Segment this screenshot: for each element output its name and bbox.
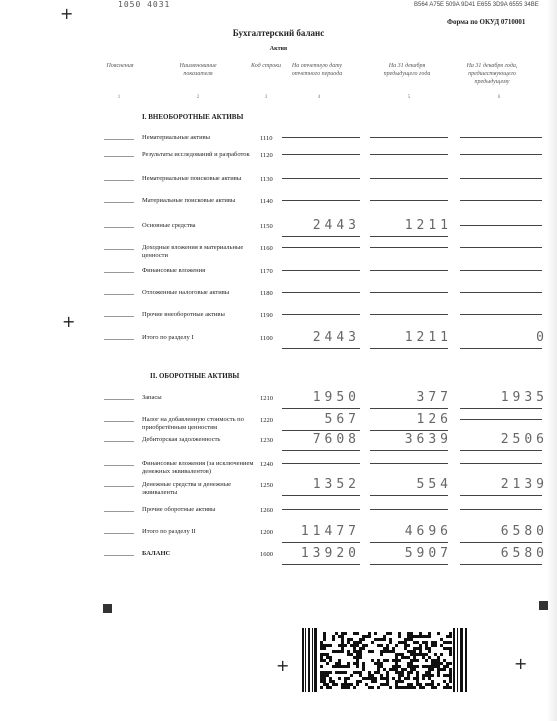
row-label: Итого по разделу I: [142, 334, 194, 341]
top-code: 1050 4031: [118, 0, 171, 9]
col-header-reporting: На отчетную дату отчетного периода: [291, 63, 343, 77]
explanation-line: [104, 339, 134, 340]
value-underline: [370, 270, 448, 271]
explanation-line: [104, 249, 134, 250]
row-code: 1220: [260, 417, 273, 424]
value-underline: [460, 408, 542, 409]
value-underline: [460, 225, 542, 226]
row-label: Финансовые вложения (за исключением денежных эквивалентов): [142, 460, 254, 475]
value-underline: [460, 154, 542, 155]
value-cell-col6: 1935: [500, 390, 548, 405]
row-label: Налог на добавленную стоимость по приобретённым ценностям: [142, 416, 244, 431]
col-header-prevprev: На 31 декабря года, предшествующего предыдущему: [466, 63, 518, 85]
value-cell-col4: 567: [324, 412, 360, 427]
explanation-line: [104, 533, 134, 534]
value-cell-col4: 7608: [312, 432, 360, 447]
value-underline: [282, 247, 360, 248]
value-underline: [370, 348, 448, 349]
scan-edge-shadow: [547, 0, 557, 721]
value-cell-col5: 5907: [404, 546, 452, 561]
row-code: 1140: [260, 198, 273, 205]
value-underline: [370, 495, 448, 496]
value-cell-col6: 2139: [500, 477, 548, 492]
col-number: 2: [196, 95, 200, 100]
value-underline: [282, 178, 360, 179]
value-underline: [460, 542, 542, 543]
col-number: 5: [407, 95, 411, 100]
okud-form-code: Форма по ОКУД 0710001: [447, 18, 526, 26]
explanation-line: [104, 441, 134, 442]
value-underline: [460, 509, 542, 510]
value-underline: [460, 450, 542, 451]
value-underline: [460, 292, 542, 293]
value-underline: [370, 154, 448, 155]
value-underline: [370, 247, 448, 248]
registration-cross-icon: +: [60, 4, 74, 23]
value-cell-col4: 2443: [312, 330, 360, 345]
value-cell-col4: 1950: [312, 390, 360, 405]
value-underline: [370, 200, 448, 201]
col-number: 6: [497, 95, 501, 100]
value-cell-col6: 0: [536, 330, 548, 345]
row-code: 1100: [260, 335, 273, 342]
value-cell-col6: 6580: [500, 546, 548, 561]
value-underline: [370, 509, 448, 510]
value-underline: [282, 154, 360, 155]
row-label: Основные средства: [142, 222, 196, 229]
row-code: 1150: [260, 223, 273, 230]
row-code: 1190: [260, 312, 273, 319]
registration-cross-icon: +: [514, 654, 528, 673]
value-underline: [282, 408, 360, 409]
value-underline: [282, 495, 360, 496]
explanation-line: [104, 272, 134, 273]
value-underline: [282, 542, 360, 543]
value-cell-col5: 377: [416, 390, 452, 405]
value-underline: [460, 247, 542, 248]
value-underline: [282, 430, 360, 431]
row-label: Запасы: [142, 394, 162, 401]
row-label: Отложенные налоговые активы: [142, 289, 230, 296]
value-cell-col5: 1211: [404, 218, 452, 233]
value-underline: [460, 200, 542, 201]
value-underline: [460, 178, 542, 179]
value-underline: [370, 564, 448, 565]
value-cell-col5: 3639: [404, 432, 452, 447]
row-label: БАЛАНС: [142, 550, 171, 557]
value-cell-col4: 2443: [312, 218, 360, 233]
value-underline: [282, 236, 360, 237]
value-underline: [370, 463, 448, 464]
explanation-line: [104, 316, 134, 317]
explanation-line: [104, 399, 134, 400]
row-code: 1160: [260, 245, 273, 252]
value-underline: [282, 450, 360, 451]
value-underline: [282, 509, 360, 510]
col-number: 1: [117, 95, 121, 100]
value-underline: [370, 408, 448, 409]
row-label: Прочие оборотные активы: [142, 506, 216, 513]
explanation-line: [104, 139, 134, 140]
value-cell-col4: 13920: [300, 546, 360, 561]
value-cell-col5: 4696: [404, 524, 452, 539]
row-code: 1250: [260, 482, 273, 489]
value-cell-col4: 1352: [312, 477, 360, 492]
row-code: 1600: [260, 551, 273, 558]
value-underline: [460, 314, 542, 315]
value-underline: [370, 450, 448, 451]
page-subtitle: Актив: [269, 46, 288, 52]
value-cell-col6: 2506: [500, 432, 548, 447]
value-underline: [370, 542, 448, 543]
value-underline: [460, 564, 542, 565]
row-code: 1230: [260, 437, 273, 444]
explanation-line: [104, 511, 134, 512]
row-label: Результаты исследований и разработок: [142, 151, 250, 158]
value-cell-col4: 11477: [300, 524, 360, 539]
section-heading-noncurrent: I. ВНЕОБОРОТНЫЕ АКТИВЫ: [142, 113, 244, 121]
row-label: Нематериальные поисковые активы: [142, 175, 242, 182]
value-underline: [370, 292, 448, 293]
row-code: 1210: [260, 395, 273, 402]
value-underline: [460, 348, 542, 349]
row-code: 1110: [260, 135, 273, 142]
value-underline: [370, 236, 448, 237]
value-underline: [460, 137, 542, 138]
value-underline: [282, 200, 360, 201]
value-underline: [282, 270, 360, 271]
registration-cross-icon: +: [276, 656, 290, 675]
explanation-line: [104, 294, 134, 295]
col-header-explanations: Пояснения: [106, 63, 134, 69]
value-cell-col6: 6580: [500, 524, 548, 539]
explanation-line: [104, 555, 134, 556]
value-underline: [370, 137, 448, 138]
row-code: 1130: [260, 176, 273, 183]
row-label: Итого по разделу II: [142, 528, 196, 535]
value-underline: [282, 292, 360, 293]
row-label: Прочие внеоборотные активы: [142, 311, 225, 318]
row-label: Денежные средства и денежные эквиваленты: [142, 481, 231, 496]
section-heading-current: II. ОБОРОТНЫЕ АКТИВЫ: [150, 372, 240, 380]
value-underline: [460, 270, 542, 271]
col-header-indicator: Наименование показателя: [179, 63, 217, 77]
row-label: Материальные поисковые активы: [142, 197, 236, 204]
barcode-icon: [302, 628, 468, 692]
explanation-line: [104, 180, 134, 181]
col-number: 3: [264, 95, 268, 100]
col-header-code: Код строки: [250, 63, 281, 69]
value-underline: [282, 564, 360, 565]
registration-cross-icon: +: [62, 312, 76, 331]
value-underline: [460, 495, 542, 496]
explanation-line: [104, 421, 134, 422]
value-underline: [282, 314, 360, 315]
value-underline: [370, 314, 448, 315]
row-label: Нематериальные активы: [142, 134, 211, 141]
value-underline: [282, 137, 360, 138]
value-underline: [460, 463, 542, 464]
row-code: 1170: [260, 268, 273, 275]
explanation-line: [104, 486, 134, 487]
explanation-line: [104, 156, 134, 157]
row-code: 1200: [260, 529, 273, 536]
value-cell-col5: 126: [416, 412, 452, 427]
explanation-line: [104, 465, 134, 466]
value-underline: [460, 419, 542, 420]
col-header-prev: На 31 декабря предыдущего года: [383, 63, 431, 77]
row-label: Доходные вложения в материальные ценности: [142, 244, 244, 259]
value-cell-col5: 554: [416, 477, 452, 492]
row-label: Дебиторская задолженность: [142, 436, 221, 443]
value-underline: [282, 348, 360, 349]
explanation-line: [104, 202, 134, 203]
col-number: 4: [317, 95, 321, 100]
value-cell-col5: 1211: [404, 330, 452, 345]
registration-square-icon: [103, 604, 112, 613]
row-code: 1120: [260, 152, 273, 159]
value-underline: [370, 178, 448, 179]
page-title: Бухгалтерский баланс: [232, 28, 325, 38]
row-code: 1180: [260, 290, 273, 297]
registration-square-icon: [539, 601, 548, 610]
explanation-line: [104, 227, 134, 228]
row-label: Финансовые вложения: [142, 267, 206, 274]
value-underline: [370, 430, 448, 431]
document-hash: B564 A75E 509A 9D41 E655 3D9A 6555 34BE: [414, 2, 539, 8]
row-code: 1240: [260, 461, 273, 468]
row-code: 1260: [260, 507, 273, 514]
value-underline: [282, 463, 360, 464]
